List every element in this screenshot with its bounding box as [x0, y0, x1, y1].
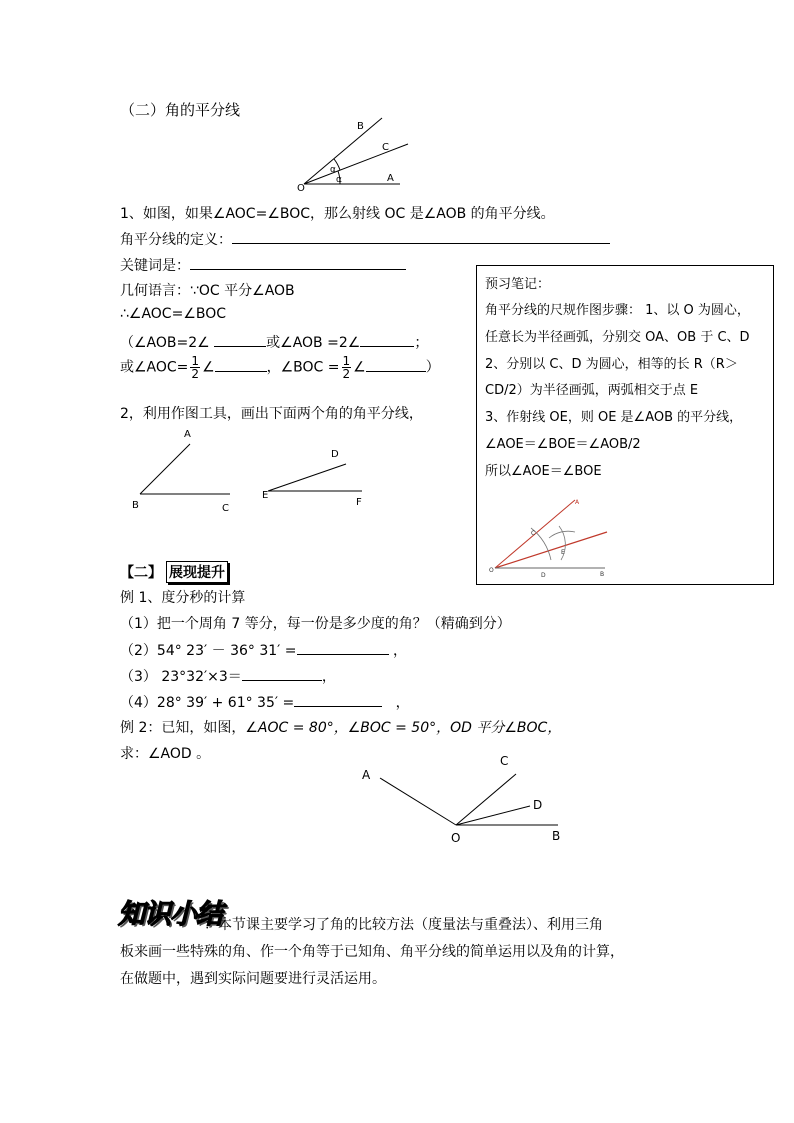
definition-blank[interactable]: [232, 231, 610, 244]
label-d: D: [331, 449, 339, 460]
or-text-a: 或∠AOC=: [120, 359, 189, 376]
paren-text-a: （∠AOB=2∠: [120, 335, 210, 351]
example-2-line-1: [120, 717, 561, 737]
notes-title: 预习笔记：: [485, 277, 551, 292]
label-a: A: [184, 429, 191, 440]
summary-line-1: ：本节课主要学习了角的比较方法（度量法与重叠法）、利用三角: [204, 917, 603, 933]
therefore-line: ∴∠AOC=∠BOC: [120, 306, 227, 322]
summary-title-artword: 知识小结: [118, 899, 222, 930]
item-3-comma: ，: [321, 669, 336, 685]
ray-oa: [380, 778, 456, 825]
label-a: A: [387, 173, 394, 184]
section-heading: （二）角的平分线: [120, 101, 241, 119]
geometry-language: 几何语言：∵OC 平分∠AOB: [120, 283, 295, 299]
label-b: B: [132, 500, 139, 511]
label-f: F: [356, 497, 362, 508]
label-c: C: [531, 530, 536, 537]
or-line: [120, 355, 440, 380]
label-c: C: [382, 142, 389, 153]
notes-line: ∠AOE＝∠BOE＝∠AOB/2: [485, 437, 641, 452]
answer-blank-3[interactable]: [242, 668, 322, 681]
definition-label: 角平分线的定义：: [120, 232, 232, 248]
notes-line: 角平分线的尺规作图步骤： 1、以 O 为圆心，: [485, 303, 750, 318]
example-1-item-4: [120, 692, 410, 712]
ray-ba: [140, 444, 190, 494]
frac-num-1: 1: [191, 354, 200, 368]
section-2-prefix: 【二】: [120, 565, 162, 581]
example-2-figure: [352, 750, 572, 850]
item-4-comma: ，: [395, 695, 410, 711]
fraction-half-2: [342, 355, 352, 380]
paren-text-b: 或∠AOB =2∠: [266, 335, 361, 351]
answer-blank-4[interactable]: [294, 694, 382, 707]
or-text-c: ，∠BOC =: [266, 359, 340, 376]
blank-aob-1[interactable]: [214, 334, 266, 347]
label-b: B: [357, 121, 364, 132]
example-2-line-2: 求：∠AOD 。: [120, 746, 211, 762]
compass-construction-figure: [487, 488, 615, 580]
label-alpha-2: α: [336, 175, 342, 185]
label-d: D: [533, 798, 543, 812]
example-1-item-3: [120, 666, 336, 686]
angle-def-figure: [258, 444, 374, 510]
ray-ob: [304, 118, 382, 184]
label-o: O: [297, 183, 305, 192]
label-c: C: [500, 754, 509, 768]
frac-den-1: 2: [191, 367, 200, 381]
label-b: B: [600, 571, 605, 578]
label-o: O: [451, 831, 461, 845]
keyword-label: 关键词是：: [120, 258, 190, 274]
keyword-blank[interactable]: [190, 257, 406, 270]
label-alpha-1: α: [330, 165, 336, 175]
example-1-title: 例 1、度分秒的计算: [120, 590, 246, 606]
definition-row: [120, 229, 610, 249]
example-1-item: （1）把一个周角 7 等分，每一份是多少度的角？（精确到分）: [120, 616, 511, 632]
ray-ed: [268, 464, 346, 491]
label-b: B: [552, 829, 561, 843]
answer-blank-2[interactable]: [297, 642, 389, 655]
example-1-item-2: [120, 640, 407, 660]
notes-line: 任意长为半径画弧，分别交 OA、OB 于 C、D: [485, 330, 750, 345]
item-2-text: （2）54° 23′ － 36° 31′ =: [120, 643, 297, 659]
or-text-e: ）: [425, 359, 440, 376]
label-e: E: [262, 490, 269, 501]
question-1: 1、如图，如果∠AOC=∠BOC，那么射线 OC 是∠AOB 的角平分线。: [120, 206, 555, 222]
angle-abc-figure: [128, 424, 238, 516]
label-d: D: [541, 572, 546, 579]
notes-line: 2、分别以 C、D 为圆心，相等的长 R（R＞: [485, 357, 738, 372]
blank-aoc[interactable]: [215, 359, 267, 372]
summary-line-2: 板来画一些特殊的角、作一个角等于已知角、角平分线的简单运用以及角的计算，: [120, 944, 624, 960]
preview-notes-box: [476, 265, 774, 585]
item-4-text: （4）28° 39′ + 61° 35′ =: [120, 695, 295, 711]
paren-line: [120, 332, 428, 352]
blank-aob-2[interactable]: [360, 334, 414, 347]
section-2-title: 展现提升: [166, 561, 228, 583]
ray-oe: [495, 532, 607, 568]
fraction-half-1: [190, 355, 200, 380]
label-o: O: [489, 567, 494, 574]
frac-num-2: 1: [342, 354, 351, 368]
notes-line: CD/2）为半径画弧，两弧相交于点 E: [485, 383, 699, 398]
item-3-text: （3） 23°32′×3＝: [120, 669, 242, 685]
label-a: A: [575, 499, 580, 506]
item-2-comma: ，: [392, 643, 407, 659]
example-2-conditions: ∠AOC = 80°，∠BOC = 50°，OD 平分∠BOC，: [245, 720, 562, 736]
label-e: E: [561, 549, 565, 556]
notes-line: 3、作射线 OE，则 OE 是∠AOB 的平分线，: [485, 410, 743, 425]
or-text-b: ∠: [202, 359, 215, 376]
label-a: A: [362, 768, 371, 782]
summary-line-3: 在做题中，遇到实际问题要进行灵活运用。: [120, 971, 386, 987]
paren-text-c: ；: [414, 335, 429, 351]
arc-center-d: [549, 531, 575, 538]
or-text-d: ∠: [353, 359, 366, 376]
notes-line: 所以∠AOE＝∠BOE: [485, 464, 602, 479]
bisector-figure: [290, 112, 420, 192]
section-2-heading: [120, 561, 228, 583]
example-2-prefix: 例 2：已知，如图，: [120, 720, 246, 736]
blank-boc[interactable]: [366, 359, 426, 372]
keyword-row: [120, 255, 406, 275]
label-c: C: [222, 503, 229, 514]
frac-den-2: 2: [342, 367, 351, 381]
question-2: 2，利用作图工具，画出下面两个角的角平分线，: [120, 406, 423, 422]
